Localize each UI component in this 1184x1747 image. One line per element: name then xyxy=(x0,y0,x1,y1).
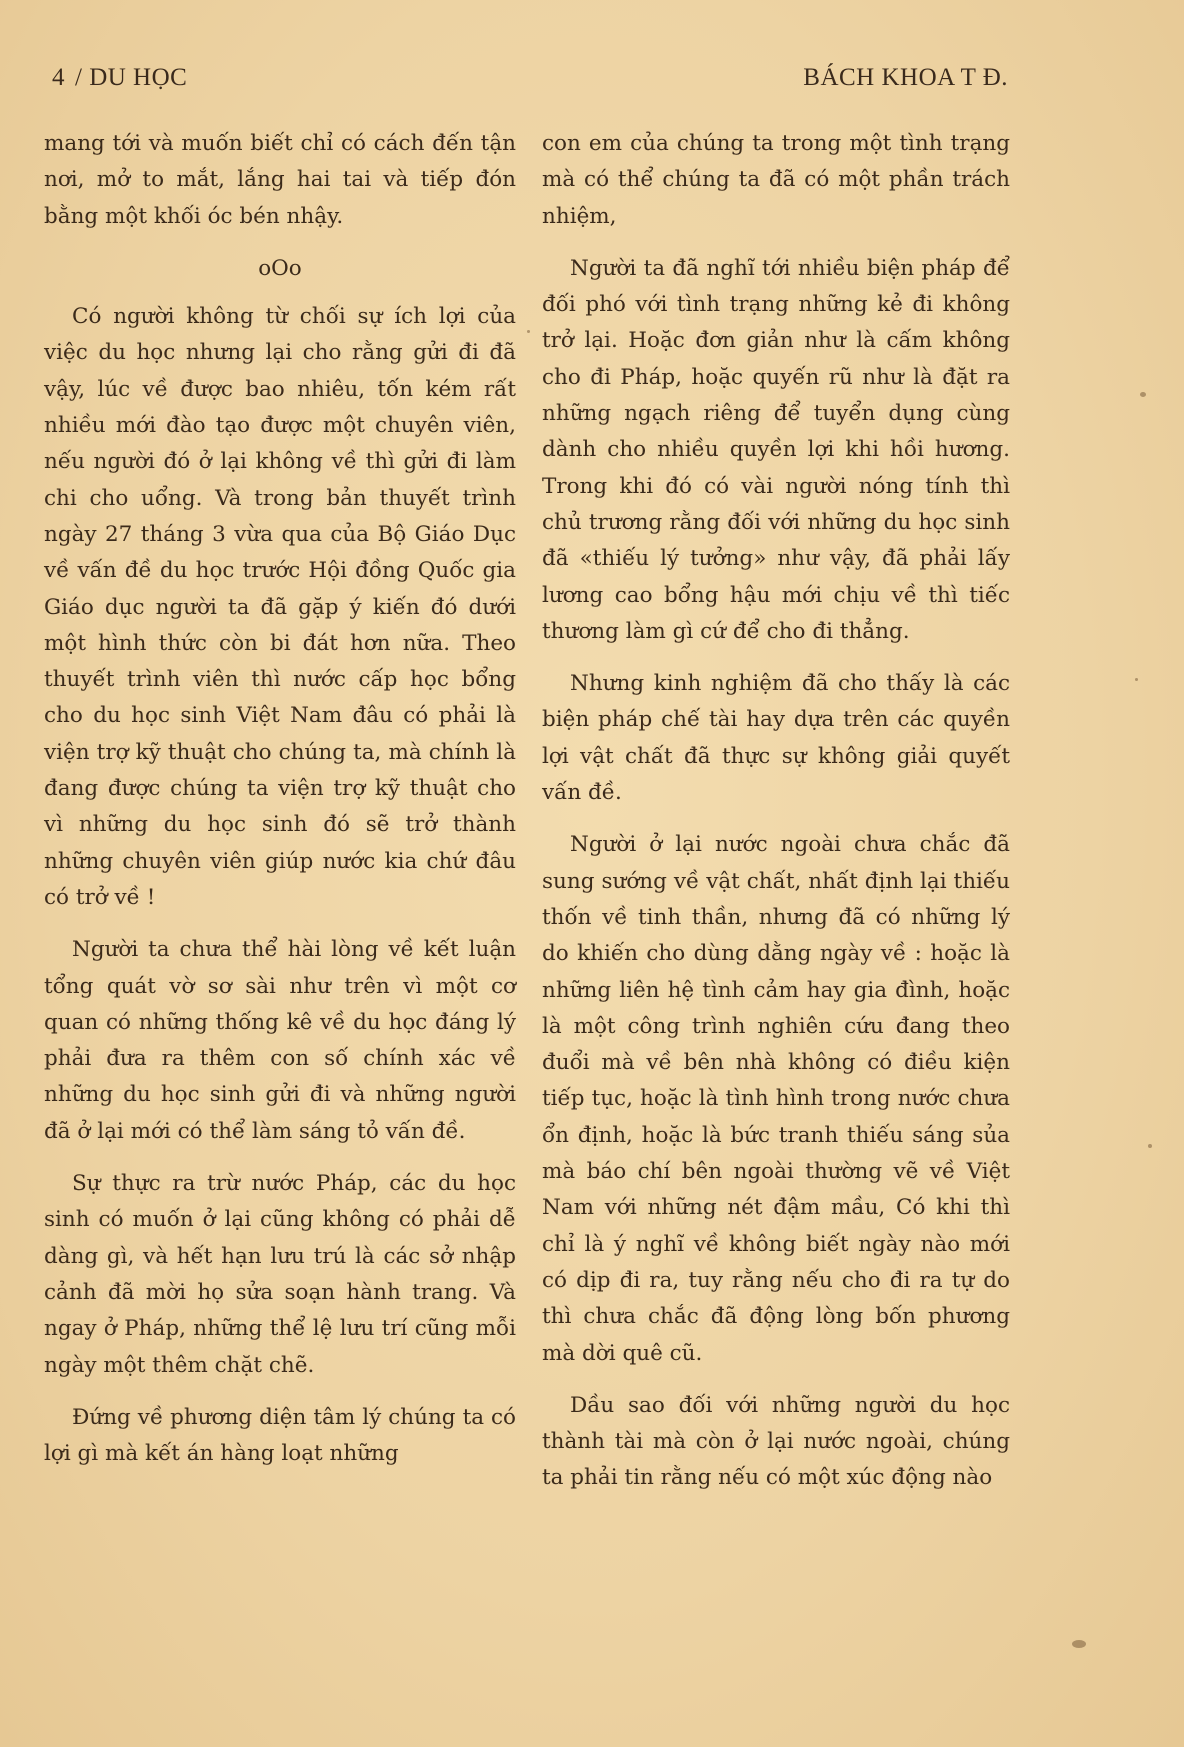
paragraph: Người ta chưa thể hài lòng về kết luận tổng quát vờ sơ sài như trên vì một cơ quan có những thống kê về du học đáng lý phải đưa ra thêm con số chính xác về những du học sinh gửi đi và những người đã ở lại mới có thể làm sáng tỏ vấn đề. xyxy=(44,937,516,1144)
running-header-left xyxy=(52,64,187,92)
publication-title: BÁCH KHOA T Đ. xyxy=(803,64,1008,91)
paragraph: Dầu sao đối với những người du học thành tài mà còn ở lại nước ngoài, chúng ta phải tin rằng nếu có một xúc động nào xyxy=(542,1392,1010,1491)
paper-speck xyxy=(1135,678,1138,681)
paragraph: Đứng về phương diện tâm lý chúng ta có lợi gì mà kết án hàng loạt những xyxy=(44,1404,516,1467)
paper-speck xyxy=(1072,1640,1086,1648)
paper-speck xyxy=(1148,1144,1152,1148)
paragraph: Nhưng kinh nghiệm đã cho thấy là các biện pháp chế tài hay dựa trên các quyền lợi vật chất đã thực sự không giải quyết vấn đề. xyxy=(542,671,1010,806)
paper-speck xyxy=(1140,392,1146,397)
page-number: 4 xyxy=(52,64,65,91)
section-divider: oOo xyxy=(258,255,302,281)
left-column xyxy=(44,126,516,1488)
right-column xyxy=(542,126,1010,1513)
paper-speck xyxy=(527,330,530,333)
paragraph: con em của chúng ta trong một tình trạng mà có thể chúng ta đã có một phần trách nhiệm, xyxy=(542,131,1010,229)
running-header xyxy=(52,64,1008,98)
paragraph: Sự thực ra trừ nước Pháp, các du học sinh có muốn ở lại cũng không có phải dễ dàng gì, và hết hạn lưu trú là các sở nhập cảnh đã mời họ sửa soạn hành trang. Và ngay ở Pháp, những thể lệ lưu trí cũng mỗi ngày một thêm chặt chẽ. xyxy=(44,1171,516,1378)
paragraph: mang tới và muốn biết chỉ có cách đến tận nơi, mở to mắt, lắng hai tai và tiếp đón bằng một khối óc bén nhậy. xyxy=(44,131,516,229)
paragraph: Có người không từ chối sự ích lợi của việc du học nhưng lại cho rằng gửi đi đã vậy, lúc về được bao nhiêu, tốn kém rất nhiều mới đào tạo được một chuyên viên, nếu người đó ở lại không về thì gửi đi làm chi cho uổng. Và trong bản thuyết trình ngày 27 tháng 3 vừa qua của Bộ Giáo Dục về vấn đề du học trước Hội đồng Quốc gia Giáo dục người ta đã gặp ý kiến đó dưới một hình thức còn bi đát hơn nữa. Theo thuyết trình viên thì nước cấp học bổng cho du học sinh Việt Nam đâu có phải là viện trợ kỹ thuật cho chúng ta, mà chính là đang được chúng ta viện trợ kỹ thuật cho vì những du học sinh đó sẽ trở thành những chuyên viên giúp nước kia chứ đâu có trở về ! xyxy=(44,304,516,910)
section-title: / DU HỌC xyxy=(75,64,188,91)
paragraph: Người ta đã nghĩ tới nhiều biện pháp để đối phó với tình trạng những kẻ đi không trở lại. Hoặc đơn giản như là cấm không cho đi Pháp, hoặc quyến rũ như là đặt ra những ngạch riêng để tuyển dụng cùng dành cho nhiều quyền lợi khi hồi hương. Trong khi đó có vài người nóng tính thì chủ trương rằng đối với những du học sinh đã «thiếu lý tưởng» như vậy, đã phải lấy lương cao bổng hậu mới chịu về thì tiếc thương làm gì cứ để cho đi thẳng. xyxy=(542,255,1010,644)
paragraph: Người ở lại nước ngoài chưa chắc đã sung sướng về vật chất, nhất định lại thiếu thốn về tinh thần, nhưng đã có những lý do khiến cho dùng dằng ngày về : hoặc là những liên hệ tình cảm hay gia đình, hoặc là một công trình nghiên cứu đang theo đuổi mà về bên nhà không có điều kiện tiếp tục, hoặc là tình hình trong nước chưa ổn định, hoặc là bức tranh thiếu sáng sủa mà báo chí bên ngoài thường vẽ về Việt Nam với những nét đậm mầu, Có khi thì chỉ là ý nghĩ về không biết ngày nào mới có dịp đi ra, tuy rằng nếu cho đi ra tự do thì chưa chắc đã động lòng bốn phương mà dời quê cũ. xyxy=(542,832,1010,1366)
